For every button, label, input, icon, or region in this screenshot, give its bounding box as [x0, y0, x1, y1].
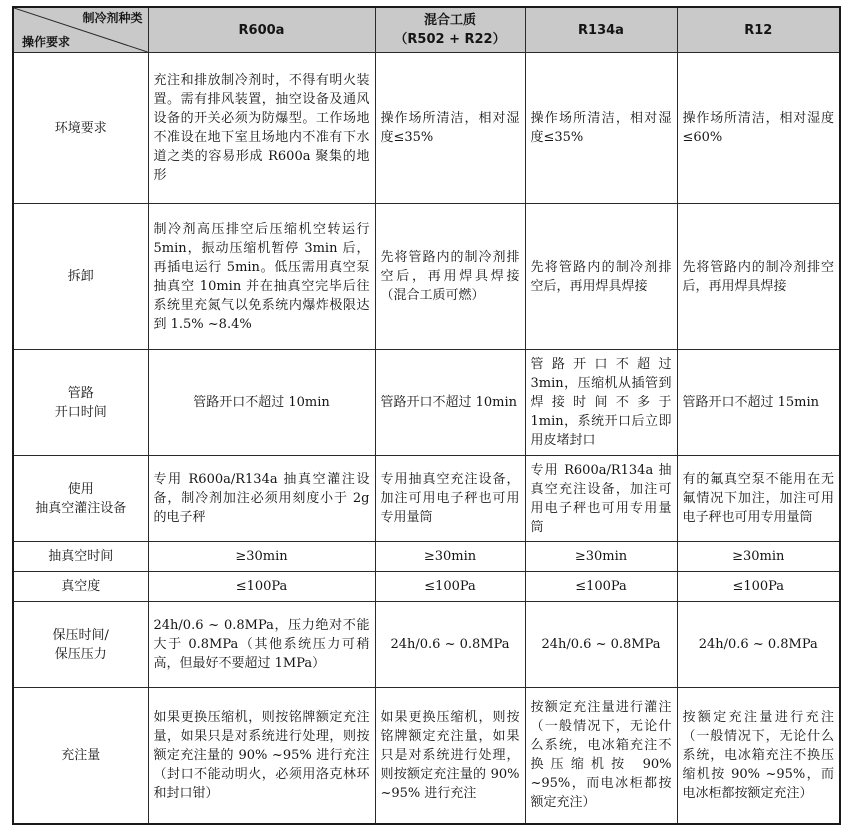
table-cell: 操作场所清洁，相对湿度≤35% — [525, 53, 677, 204]
corner-refrigerant-type: 制冷剂种类 — [82, 11, 143, 25]
corner-operation-requirement: 操作要求 — [22, 35, 71, 49]
table-cell: ≤100Pa — [525, 572, 677, 602]
table-cell: 先将管路内的制冷剂排空后，再用焊具焊接（混合工质可燃） — [375, 204, 525, 350]
table-cell: 先将管路内的制冷剂排空后，再用焊具焊接 — [677, 204, 840, 350]
column-header-r12 — [677, 7, 840, 53]
row-label-text: 使用 — [67, 481, 94, 497]
table-cell: 按额定充注量进行充注（一般情况下，无论什么系统，电冰箱充注不换压缩机按 90% ~95%，而电冰柜都按额定充注） — [677, 688, 840, 824]
table-cell: ≥30min — [525, 542, 677, 572]
table-cell: 专用抽真空充注设备，加注可用电子秤也可用专用量筒 — [375, 456, 525, 542]
table-cell: 24h/0.6 ~ 0.8MPa — [677, 602, 840, 688]
table-cell: 24h/0.6 ~ 0.8MPa，压力绝对不能大于 0.8MPa（其他系统压力可稍高，但最好不要超过 1MPa） — [148, 602, 375, 688]
table-row — [13, 350, 840, 456]
row-label-text: 保压压力 — [54, 646, 107, 662]
row-label-text: 抽真空灌注设备 — [35, 500, 127, 516]
row-label-text: 抽真空时间 — [48, 549, 114, 564]
table-cell: ≥30min — [677, 542, 840, 572]
table-cell: ≥30min — [148, 542, 375, 572]
table-cell: 管路开口不超过 3min，压缩机从插管到焊接时间不多于 1min，系统开口后立即用皮堵封口 — [525, 350, 677, 456]
refrigerant-operation-table — [12, 6, 841, 825]
table-cell: 操作场所清洁，相对湿度≤60% — [677, 53, 840, 204]
column-header-r134a — [525, 7, 677, 53]
table-row — [13, 688, 840, 824]
corner-header-cell — [13, 7, 148, 53]
row-label — [13, 350, 148, 456]
table-cell: 先将管路内的制冷剂排空后，再用焊具焊接 — [525, 204, 677, 350]
row-label — [13, 542, 148, 572]
row-label-text: 保压时间/ — [52, 627, 109, 643]
row-label-text: 充注量 — [61, 747, 101, 763]
column-label: 混合工质 — [423, 13, 476, 28]
table-cell: 充注和排放制冷剂时，不得有明火装置。需有排风装置，抽空设备及通风设备的开关必须为防爆型。工作场地不准设在地下室且场地内不准有下水道之类的容易形成 R600a 聚集的地形 — [148, 53, 375, 204]
table-cell: 操作场所清洁，相对湿度≤35% — [375, 53, 525, 204]
column-label: R600a — [238, 22, 285, 38]
table-cell: 如果更换压缩机，则按铭牌额定充注量，如果只是对系统进行处理，则按额定充注量的 90% ~95% 进行充注 — [375, 688, 525, 824]
column-label: R12 — [744, 22, 773, 38]
table-row — [13, 53, 840, 204]
row-label-text: 开口时间 — [54, 404, 107, 420]
table-cell: 制冷剂高压排空后压缩机空转运行 5min，振动压缩机暂停 3min 后，再插电运行 5min。低压需用真空泵抽真空 10min 并在抽真空完毕后往系统里充氮气以免系统内爆炸极限达到 1.5% ~8.4% — [148, 204, 375, 350]
column-header-r600a — [148, 7, 375, 53]
header-row — [13, 7, 840, 53]
row-label — [13, 688, 148, 824]
table-cell: 专用 R600a/R134a 抽真空充注设备，加注可用电子秤也可用专用量筒 — [525, 456, 677, 542]
table-cell: ≤100Pa — [375, 572, 525, 602]
row-label-text: 拆卸 — [67, 269, 94, 284]
column-label: R134a — [578, 22, 624, 38]
row-label-text: 环境要求 — [54, 120, 107, 136]
table-cell: ≤100Pa — [148, 572, 375, 602]
row-label-text: 管路 — [67, 385, 94, 401]
row-label — [13, 456, 148, 542]
table-row — [13, 572, 840, 602]
table-cell: 如果更换压缩机，则按铭牌额定充注量，如果只是对系统进行处理，则按额定充注量的 90% ~95% 进行充注（封口不能动明火，必须用洛克林环和封口钳） — [148, 688, 375, 824]
table-row — [13, 456, 840, 542]
table-row — [13, 542, 840, 572]
table-cell: 管路开口不超过 15min — [677, 350, 840, 456]
table-cell: 专用 R600a/R134a 抽真空灌注设备，制冷剂加注必须用刻度小于 2g 的电子秤 — [148, 456, 375, 542]
row-label — [13, 53, 148, 204]
row-label — [13, 572, 148, 602]
row-label — [13, 602, 148, 688]
table-row — [13, 204, 840, 350]
table-row — [13, 602, 840, 688]
row-label-text: 真空度 — [61, 579, 101, 594]
table-cell: ≥30min — [375, 542, 525, 572]
table-cell: 管路开口不超过 10min — [375, 350, 525, 456]
table-cell: ≤100Pa — [677, 572, 840, 602]
row-label — [13, 204, 148, 350]
column-header-mixed — [375, 7, 525, 53]
table-cell: 管路开口不超过 10min — [148, 350, 375, 456]
table-cell: 按额定充注量进行灌注（一般情况下，无论什么系统，电冰箱充注不换压缩机按 90% ~95%，而电冰柜都按额定充注） — [525, 688, 677, 824]
column-sublabel: （R502 + R22） — [394, 32, 506, 47]
table-cell: 24h/0.6 ~ 0.8MPa — [525, 602, 677, 688]
table-cell: 24h/0.6 ~ 0.8MPa — [375, 602, 525, 688]
table-cell: 有的氟真空泵不能用在无氟情况下加注，加注可用电子秤也可用专用量筒 — [677, 456, 840, 542]
